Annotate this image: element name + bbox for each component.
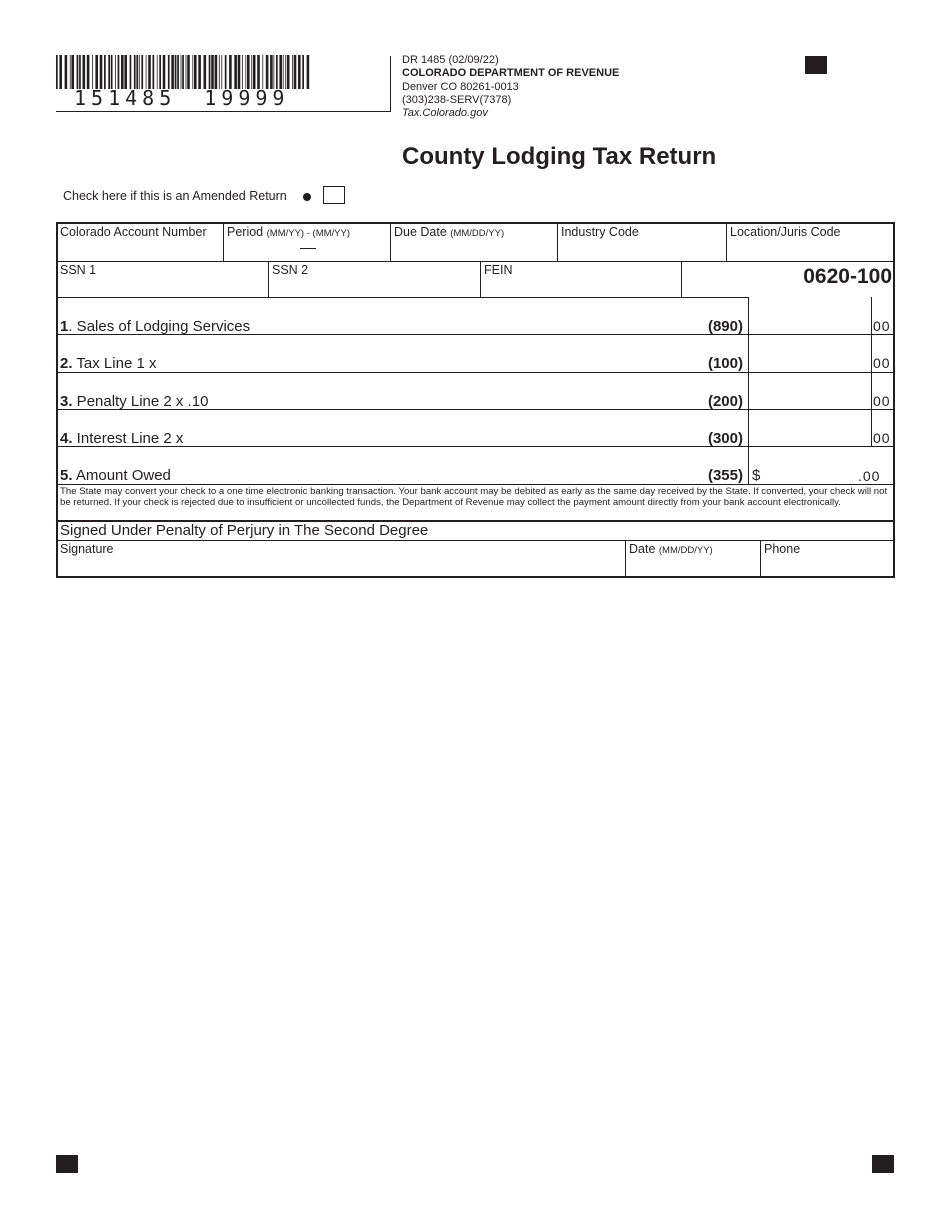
due-date-label-text: Due Date xyxy=(394,225,447,239)
line-4-cents: 00 xyxy=(873,430,891,446)
ssn1-label: SSN 1 xyxy=(60,263,97,277)
period-dash xyxy=(300,248,316,249)
line-1-number: 1 xyxy=(60,318,69,335)
due-date-format: (MM/DD/YY) xyxy=(450,228,505,239)
signature-divider xyxy=(760,541,761,577)
period-end-field[interactable] xyxy=(318,240,388,260)
row1-bottom-rule xyxy=(57,261,894,262)
due-date-field[interactable] xyxy=(392,240,556,260)
line-3-text: Penalty Line 2 x .10 xyxy=(72,393,209,410)
department-phone: (303)238-SERV(7378) xyxy=(402,93,512,106)
line-1-amount-field[interactable] xyxy=(750,300,870,333)
phone-label: Phone xyxy=(764,542,801,556)
department-address: Denver CO 80261-0013 xyxy=(402,80,519,93)
ssn2-label: SSN 2 xyxy=(272,263,309,277)
line-2-text: Tax Line 1 x xyxy=(72,355,157,372)
registration-mark-bottom-left xyxy=(56,1155,78,1173)
date-label-text: Date xyxy=(629,542,656,556)
bullet-icon xyxy=(303,193,311,201)
amended-label: Check here if this is an Amended Return xyxy=(63,189,287,203)
line-5-cents: .00 xyxy=(858,468,881,484)
header-divider xyxy=(390,56,391,112)
date-label xyxy=(629,542,713,556)
line-2-code: (100) xyxy=(707,355,743,372)
barcode-right-digits: 19999 xyxy=(204,86,290,110)
line-3-code: (200) xyxy=(707,393,743,410)
barcode-image xyxy=(56,55,310,89)
line-5-amount-field[interactable] xyxy=(764,449,856,483)
registration-mark-top-right xyxy=(805,56,827,74)
page-title: County Lodging Tax Return xyxy=(402,143,717,170)
barcode-left-digits: 151485 xyxy=(74,86,177,110)
line-4-code: (300) xyxy=(707,430,743,447)
line-5-text: Amount Owed xyxy=(72,467,171,484)
line-4-number: 4. xyxy=(60,430,73,447)
signature-field[interactable] xyxy=(58,557,623,576)
location-juris-code-field[interactable] xyxy=(728,240,892,260)
form-id: DR 1485 (02/09/22) xyxy=(402,54,499,66)
line-1-separator: . xyxy=(68,318,73,335)
line-1-code: (890) xyxy=(707,318,743,335)
row2-bottom-rule xyxy=(57,297,749,298)
row1-divider xyxy=(390,223,391,261)
amended-checkbox[interactable] xyxy=(323,186,345,204)
row1-divider xyxy=(223,223,224,261)
barcode-underline xyxy=(56,111,390,112)
form-number: 0620-100 xyxy=(803,265,892,288)
line-3-cents: 00 xyxy=(873,393,891,409)
due-date-label xyxy=(394,225,504,239)
electronic-check-notice: The State may convert your check to a one time electronic banking transaction. Your bank account may be debited as early as the same day received by the State. If converted, your check will not be returned. If your check is rejected due to insufficient or uncollected funds, the Department of Revenue may collect the payment amount directly from your bank account electronically. xyxy=(60,486,888,508)
fein-field[interactable] xyxy=(482,277,679,296)
line-2-label xyxy=(60,355,156,372)
signature-heading-rule xyxy=(57,540,894,541)
registration-mark-bottom-right xyxy=(872,1155,894,1173)
location-juris-code-label: Location/Juris Code xyxy=(730,225,841,239)
line-5-number: 5. xyxy=(60,467,73,484)
line-4-text: Interest Line 2 x xyxy=(72,430,184,447)
phone-field[interactable] xyxy=(762,557,892,576)
department-name: COLORADO DEPARTMENT OF REVENUE xyxy=(402,67,620,80)
row1-divider xyxy=(557,223,558,261)
line-5-code: (355) xyxy=(707,467,743,484)
line-2-number: 2. xyxy=(60,355,73,372)
period-start-field[interactable] xyxy=(225,240,297,260)
line-3-amount-field[interactable] xyxy=(750,374,870,408)
line-2-amount-field[interactable] xyxy=(750,336,870,371)
line-3-label xyxy=(60,393,208,410)
industry-code-field[interactable] xyxy=(559,240,725,260)
period-format: (MM/YY) - (MM/YY) xyxy=(266,228,351,239)
line-1-label xyxy=(60,318,250,335)
line-4-amount-field[interactable] xyxy=(750,411,870,445)
line-rule xyxy=(57,484,894,485)
header-info xyxy=(402,54,619,120)
signature-divider xyxy=(625,541,626,577)
barcode-digits xyxy=(74,86,289,110)
account-number-label: Colorado Account Number xyxy=(60,225,207,239)
line-5-label xyxy=(60,467,171,484)
row1-divider xyxy=(726,223,727,261)
line-5-currency: $ xyxy=(752,467,761,484)
line-rule xyxy=(57,372,894,373)
period-label-text: Period xyxy=(227,225,264,239)
date-field[interactable] xyxy=(627,557,758,576)
period-label xyxy=(227,225,350,239)
amount-column-left-rule xyxy=(748,297,749,485)
row2-divider xyxy=(268,262,269,297)
department-website: Tax.Colorado.gov xyxy=(402,107,488,120)
perjury-heading: Signed Under Penalty of Perjury in The Second Degree xyxy=(60,522,429,539)
date-format: (MM/DD/YY) xyxy=(658,545,713,556)
row2-divider xyxy=(480,262,481,297)
industry-code-label: Industry Code xyxy=(561,225,639,239)
line-4-label xyxy=(60,430,183,447)
account-number-field[interactable] xyxy=(58,240,222,260)
signature-label: Signature xyxy=(60,542,114,556)
line-1-cents: 00 xyxy=(873,318,891,334)
line-3-number: 3. xyxy=(60,393,73,410)
ssn2-field[interactable] xyxy=(270,277,478,296)
line-2-cents: 00 xyxy=(873,355,891,371)
line-1-text: Sales of Lodging Services xyxy=(72,318,251,335)
fein-label: FEIN xyxy=(484,263,513,277)
ssn1-field[interactable] xyxy=(58,277,266,296)
